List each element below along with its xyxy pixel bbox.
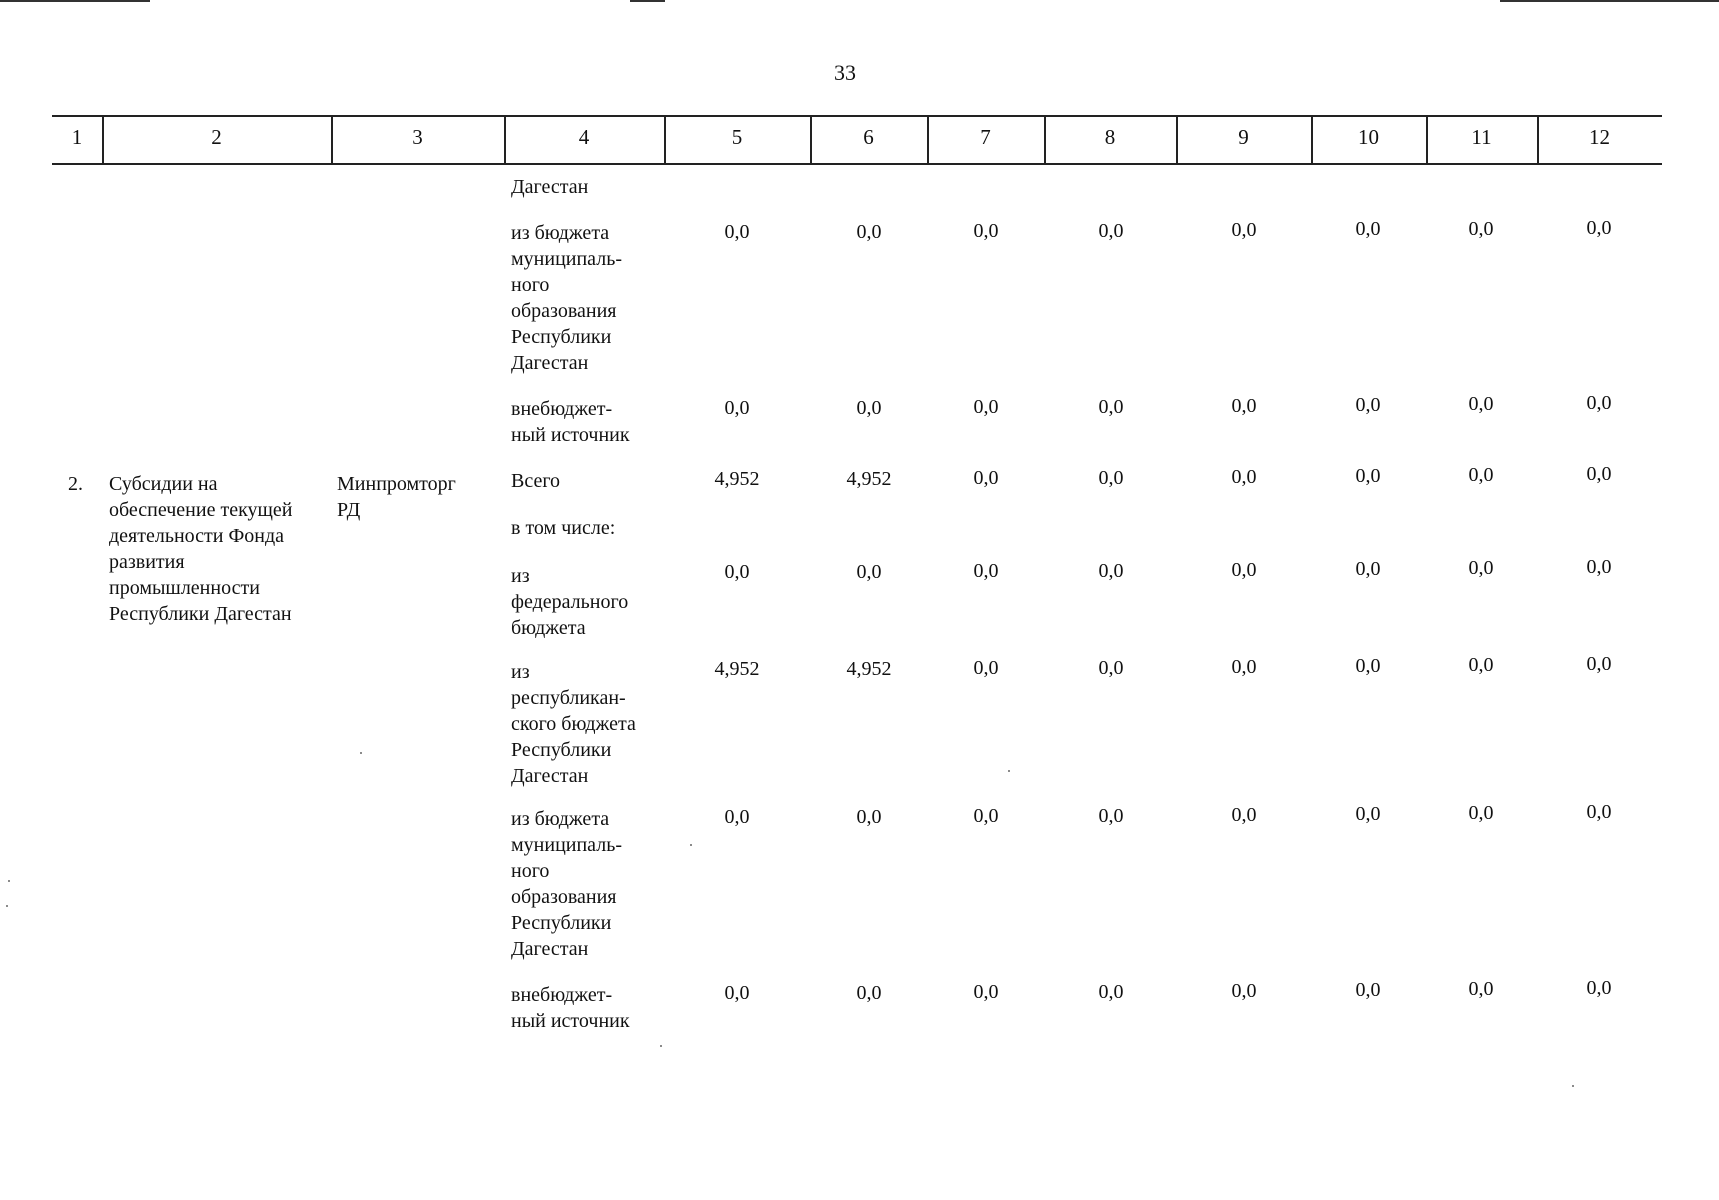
value-cell: 0,0 — [1586, 556, 1612, 578]
scan-speck — [1008, 770, 1010, 772]
row-label — [511, 220, 622, 376]
column-number: 8 — [1104, 125, 1116, 149]
value-cell: 0,0 — [1586, 653, 1612, 675]
value-cell: 0,0 — [1468, 464, 1494, 486]
scan-speck — [360, 752, 362, 754]
executor-line: Минпромторг — [337, 473, 456, 495]
row-label-line: из — [511, 565, 530, 587]
column-number: 7 — [980, 125, 991, 149]
row-label-line: ского бюджета — [511, 713, 636, 735]
scan-edge-line — [1500, 0, 1719, 2]
value-cell: 0,0 — [724, 806, 750, 828]
row-label-line: Дагестан — [511, 938, 589, 960]
value-cell: 0,0 — [1586, 801, 1612, 823]
column-number: 10 — [1358, 125, 1379, 149]
value-cell: 0,0 — [1468, 978, 1494, 1000]
item-name — [109, 471, 293, 627]
value-cell: 0,0 — [1098, 467, 1124, 489]
value-cell: 0,0 — [1355, 979, 1381, 1001]
value-cell: 0,0 — [1098, 560, 1124, 582]
header-top-rule — [52, 115, 1662, 117]
row-label-line: муниципаль- — [511, 248, 622, 270]
value-cell: 0,0 — [1355, 394, 1381, 416]
value-cell: 0,0 — [1355, 803, 1381, 825]
value-cell: 0,0 — [1231, 466, 1257, 488]
value-cell: 0,0 — [1468, 557, 1494, 579]
header-bottom-rule — [52, 163, 1662, 165]
continued-label: Дагестан — [511, 176, 589, 198]
value-cell: 0,0 — [1231, 804, 1257, 826]
row-label — [511, 982, 630, 1034]
value-cell: 4,952 — [846, 468, 892, 490]
including-label: в том числе: — [511, 517, 616, 539]
row-label — [511, 806, 622, 962]
value-cell: 0,0 — [973, 805, 999, 827]
value-cell: 0,0 — [1586, 463, 1612, 485]
value-cell: 0,0 — [1586, 392, 1612, 414]
value-cell: 0,0 — [1586, 217, 1612, 239]
row-label-line: Республики — [511, 739, 612, 761]
row-label-line: ный источник — [511, 1010, 630, 1032]
value-cell: 0,0 — [1355, 558, 1381, 580]
value-cell: 4,952 — [846, 658, 892, 680]
value-cell: 0,0 — [724, 982, 750, 1004]
value-cell: 0,0 — [1231, 219, 1257, 241]
row-label — [511, 396, 630, 448]
row-label — [511, 563, 628, 641]
value-cell: 0,0 — [1231, 656, 1257, 678]
value-cell: 0,0 — [1231, 559, 1257, 581]
item-number: 2. — [68, 473, 83, 495]
value-cell: 4,952 — [714, 658, 760, 680]
row-label-line: Дагестан — [511, 765, 589, 787]
scan-speck — [1572, 1085, 1574, 1087]
row-label-line: муниципаль- — [511, 834, 622, 856]
row-label-line: Дагестан — [511, 352, 589, 374]
row-label-line: из бюджета — [511, 222, 610, 244]
item-name-line: промышленности — [109, 577, 260, 599]
row-label-line: внебюджет- — [511, 398, 613, 420]
scan-speck — [8, 880, 10, 882]
value-cell: 0,0 — [973, 467, 999, 489]
item-name-line: развития — [109, 551, 185, 573]
value-cell: 0,0 — [856, 221, 882, 243]
item-name-line: Субсидии на — [109, 473, 218, 495]
value-cell: 0,0 — [1355, 218, 1381, 240]
value-cell: 0,0 — [724, 397, 750, 419]
value-cell: 0,0 — [856, 982, 882, 1004]
value-cell: 0,0 — [724, 221, 750, 243]
value-cell: 0,0 — [1586, 977, 1612, 999]
row-label-line: ного — [511, 274, 550, 296]
value-cell: 0,0 — [973, 657, 999, 679]
value-cell: 0,0 — [1231, 980, 1257, 1002]
value-cell: 0,0 — [856, 397, 882, 419]
value-cell: 0,0 — [1468, 393, 1494, 415]
row-label-line: Республики — [511, 912, 612, 934]
value-cell: 0,0 — [1468, 654, 1494, 676]
column-number: 3 — [412, 125, 423, 149]
value-cell: 0,0 — [973, 220, 999, 242]
executor-line: РД — [337, 499, 361, 521]
column-number: 12 — [1589, 125, 1610, 149]
value-cell: 0,0 — [973, 981, 999, 1003]
value-cell: 0,0 — [973, 396, 999, 418]
value-cell: 0,0 — [856, 561, 882, 583]
total-label: Всего — [511, 470, 561, 492]
value-cell: 0,0 — [1355, 655, 1381, 677]
row-label-line: Республики — [511, 326, 612, 348]
row-label-line: образования — [511, 300, 617, 322]
value-cell: 4,952 — [714, 468, 760, 490]
row-label-line: из бюджета — [511, 808, 610, 830]
row-label — [511, 659, 636, 789]
value-cell: 0,0 — [1098, 805, 1124, 827]
item-name-line: Республики Дагестан — [109, 603, 292, 625]
value-cell: 0,0 — [1098, 981, 1124, 1003]
page-number: 33 — [834, 60, 856, 85]
scan-speck — [690, 844, 692, 846]
value-cell: 0,0 — [1098, 396, 1124, 418]
row-label-line: республикан- — [511, 687, 626, 709]
scan-edge-line — [630, 0, 665, 2]
item-name-line: обеспечение текущей — [109, 499, 293, 521]
value-cell: 0,0 — [856, 806, 882, 828]
row-label-line: из — [511, 661, 530, 683]
value-cell: 0,0 — [724, 561, 750, 583]
value-cell: 0,0 — [1098, 220, 1124, 242]
item-name-line: деятельности Фонда — [109, 525, 285, 547]
value-cell: 0,0 — [973, 560, 999, 582]
row-label-line: бюджета — [511, 617, 586, 639]
column-number: 11 — [1471, 125, 1492, 149]
column-number: 6 — [863, 125, 874, 149]
row-label-line: образования — [511, 886, 617, 908]
value-cell: 0,0 — [1468, 218, 1494, 240]
scan-speck — [660, 1045, 662, 1047]
column-number: 4 — [578, 125, 590, 149]
executor — [337, 471, 456, 523]
scan-speck — [6, 905, 8, 907]
row-label-line: внебюджет- — [511, 984, 613, 1006]
column-number: 9 — [1238, 125, 1249, 149]
column-number: 5 — [731, 125, 743, 149]
value-cell: 0,0 — [1231, 395, 1257, 417]
column-number: 1 — [71, 125, 83, 149]
scan-edge-line — [0, 0, 150, 2]
row-label-line: ного — [511, 860, 550, 882]
row-label-line: ный источник — [511, 424, 630, 446]
value-cell: 0,0 — [1355, 465, 1381, 487]
value-cell: 0,0 — [1098, 657, 1124, 679]
column-number: 2 — [211, 125, 222, 149]
row-label-line: федерального — [511, 591, 629, 613]
value-cell: 0,0 — [1468, 802, 1494, 824]
